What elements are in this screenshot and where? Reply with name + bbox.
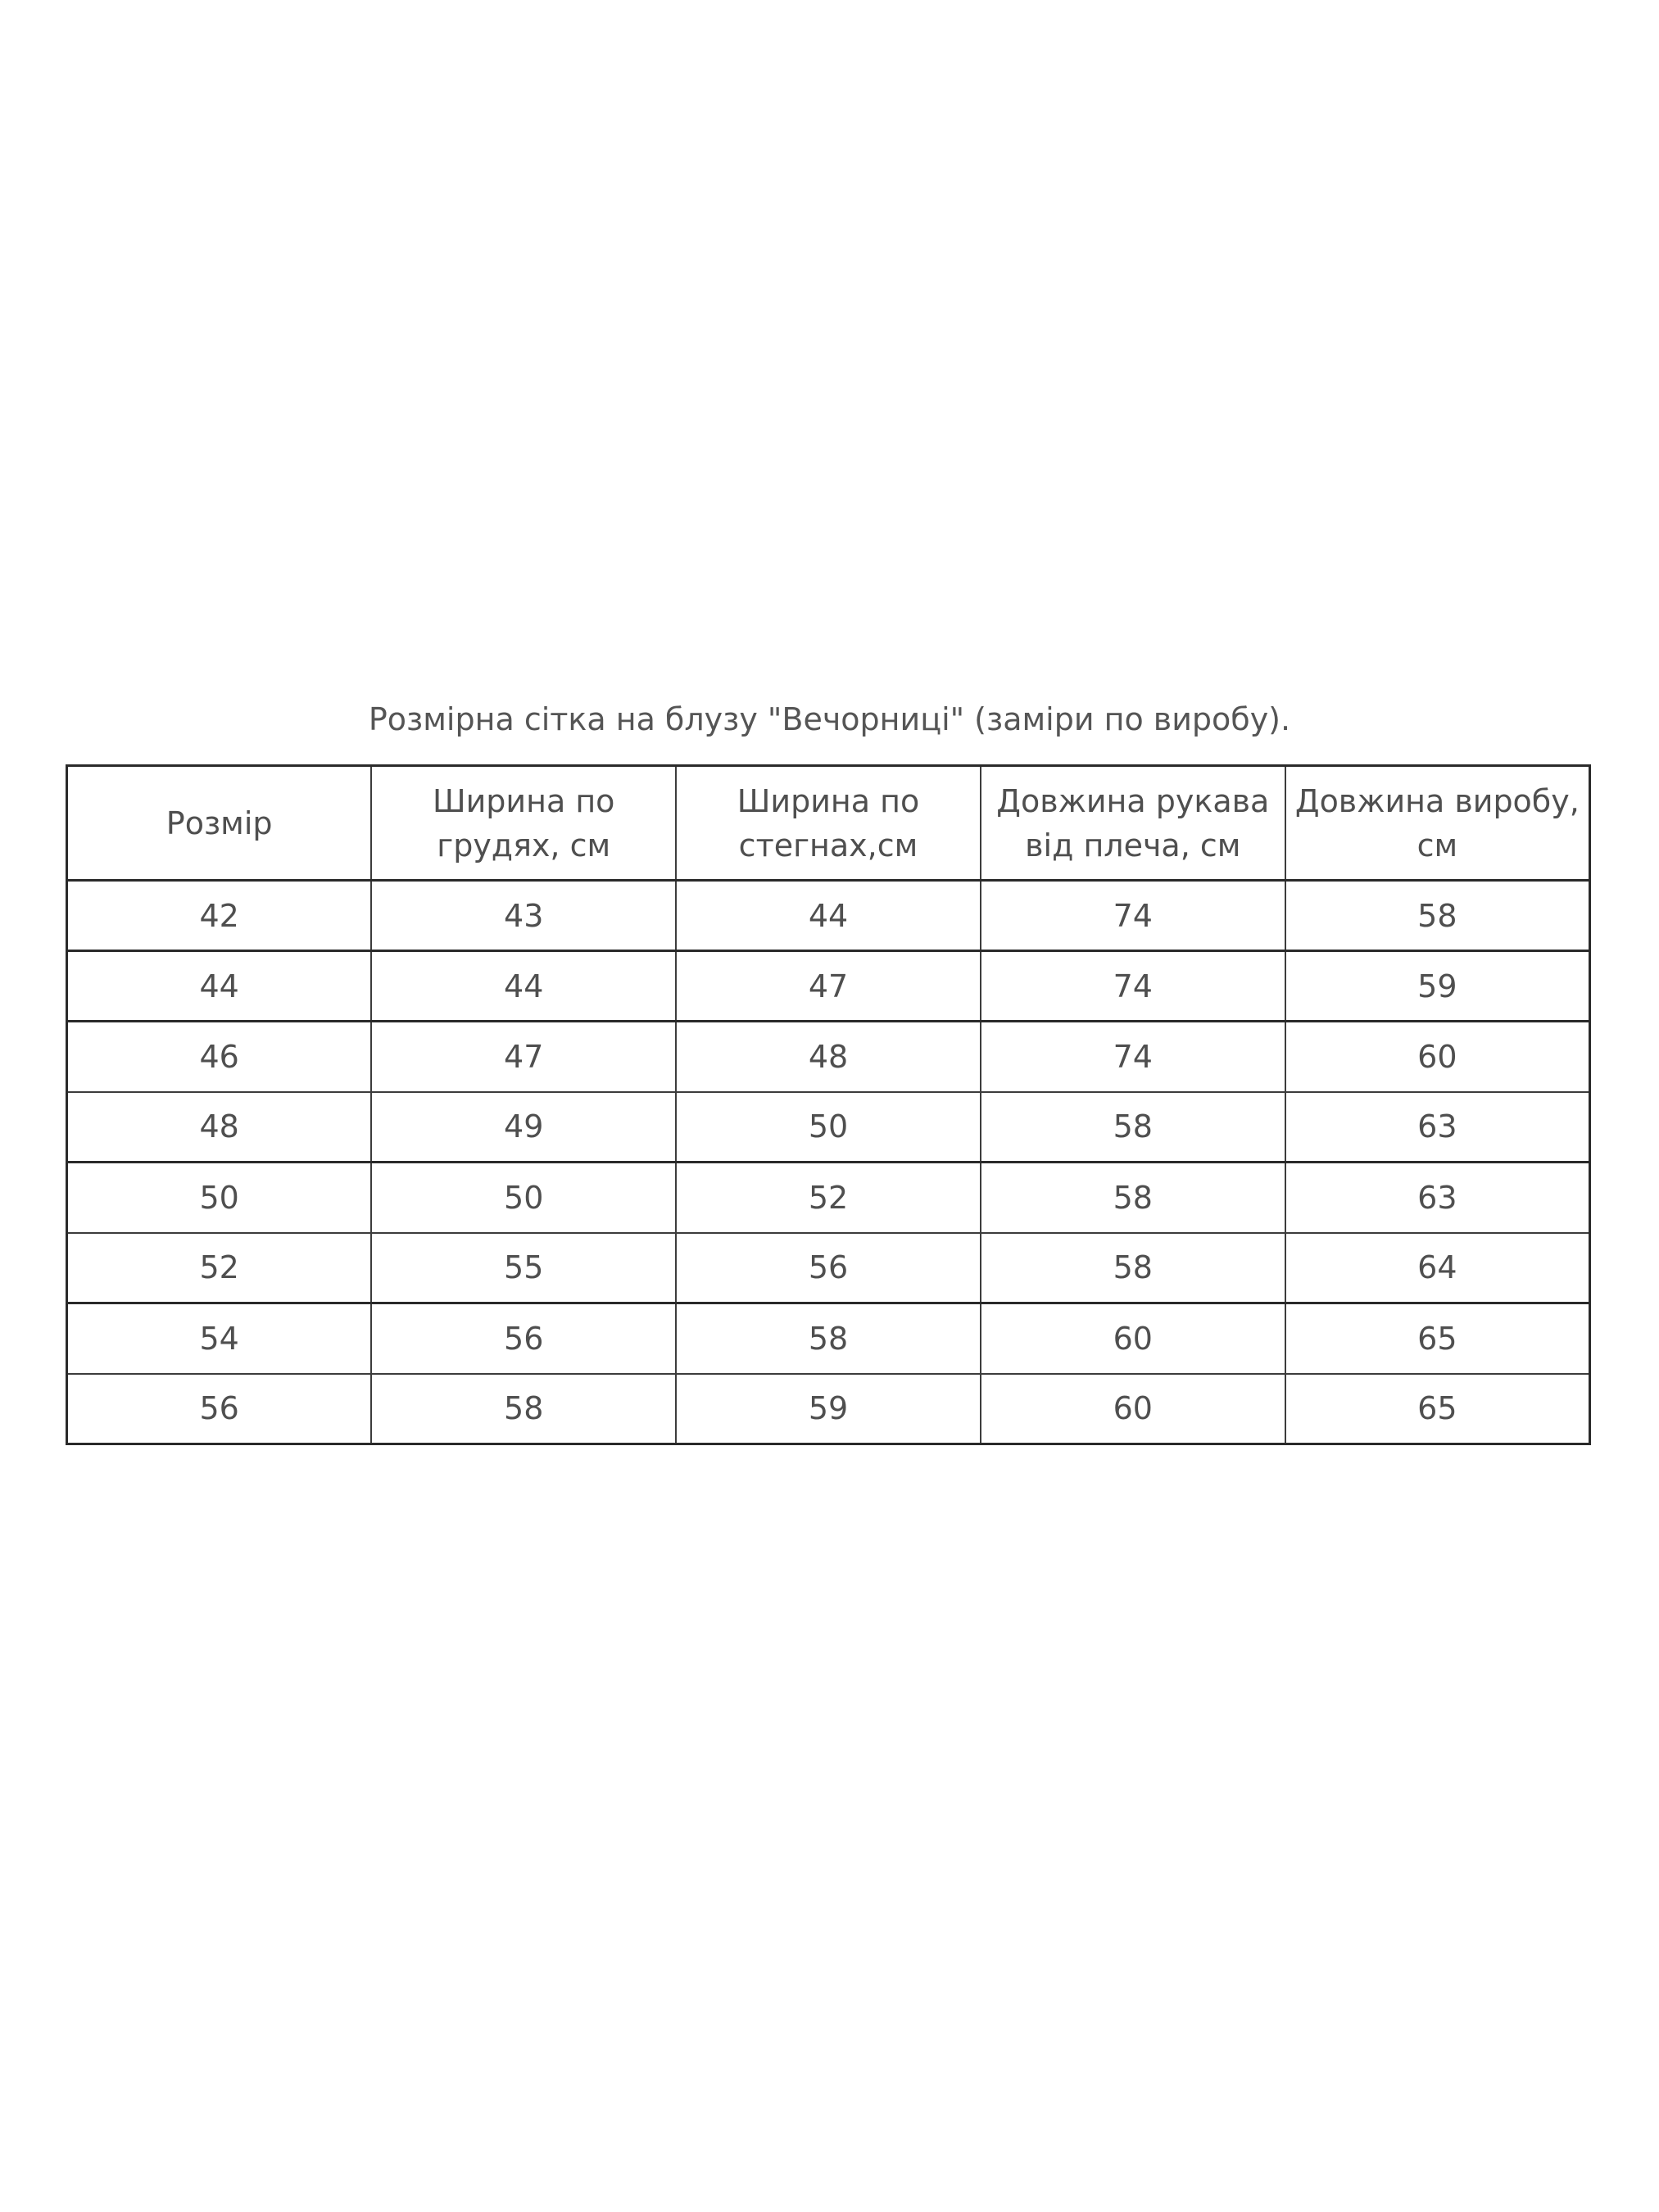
cell-sleeve: 58 [981, 1233, 1285, 1303]
cell-hip: 44 [676, 881, 981, 951]
table-row [67, 1163, 1590, 1233]
cell-chest: 43 [371, 881, 676, 951]
header-chest-line-2: грудях, см [437, 827, 611, 863]
cell-size: 44 [67, 951, 372, 1022]
header-hip-line-2: стегнах,см [738, 827, 918, 863]
cell-length: 65 [1285, 1303, 1590, 1374]
cell-size: 52 [67, 1233, 372, 1303]
cell-size: 56 [67, 1374, 372, 1444]
header-sleeve-line-1: Довжина рукава [996, 782, 1270, 819]
cell-chest: 50 [371, 1163, 676, 1233]
cell-length: 58 [1285, 881, 1590, 951]
cell-sleeve: 74 [981, 881, 1285, 951]
table-row [67, 881, 1590, 951]
header-product-length [1285, 766, 1590, 881]
table-row [67, 951, 1590, 1022]
cell-hip: 47 [676, 951, 981, 1022]
header-sleeve-length [981, 766, 1285, 881]
cell-length: 65 [1285, 1374, 1590, 1444]
table-caption: Розмірна сітка на блузу "Вечорниці" (заміри по виробу). [368, 701, 1291, 737]
cell-length: 64 [1285, 1233, 1590, 1303]
cell-hip: 58 [676, 1303, 981, 1374]
cell-hip: 52 [676, 1163, 981, 1233]
cell-size: 42 [67, 881, 372, 951]
cell-chest: 47 [371, 1022, 676, 1092]
cell-sleeve: 58 [981, 1163, 1285, 1233]
cell-length: 63 [1285, 1163, 1590, 1233]
cell-size: 46 [67, 1022, 372, 1092]
cell-length: 60 [1285, 1022, 1590, 1092]
table-row [67, 1233, 1590, 1303]
cell-chest: 44 [371, 951, 676, 1022]
header-chest-line-1: Ширина по [432, 782, 615, 819]
table-header-row [67, 766, 1590, 881]
cell-length: 63 [1285, 1092, 1590, 1163]
table-row [67, 1022, 1590, 1092]
header-sleeve-line-2: від плеча, см [1025, 827, 1241, 863]
cell-chest: 55 [371, 1233, 676, 1303]
cell-size: 54 [67, 1303, 372, 1374]
header-size-line: Розмір [165, 805, 273, 841]
header-hip-width [676, 766, 981, 881]
cell-sleeve: 74 [981, 1022, 1285, 1092]
cell-sleeve: 60 [981, 1303, 1285, 1374]
cell-chest: 49 [371, 1092, 676, 1163]
header-length-line-2: см [1416, 827, 1458, 863]
cell-hip: 59 [676, 1374, 981, 1444]
table-row [67, 1092, 1590, 1163]
cell-size: 50 [67, 1163, 372, 1233]
header-chest-width [371, 766, 676, 881]
table-row [67, 1303, 1590, 1374]
header-size [67, 766, 372, 881]
cell-hip: 50 [676, 1092, 981, 1163]
cell-hip: 56 [676, 1233, 981, 1303]
cell-sleeve: 60 [981, 1374, 1285, 1444]
table-row [67, 1374, 1590, 1444]
cell-hip: 48 [676, 1022, 981, 1092]
cell-size: 48 [67, 1092, 372, 1163]
cell-chest: 56 [371, 1303, 676, 1374]
size-chart-table [66, 764, 1591, 1445]
header-length-line-1: Довжина виробу, [1294, 782, 1580, 819]
header-hip-line-1: Ширина по [737, 782, 920, 819]
cell-sleeve: 58 [981, 1092, 1285, 1163]
cell-length: 59 [1285, 951, 1590, 1022]
cell-sleeve: 74 [981, 951, 1285, 1022]
cell-chest: 58 [371, 1374, 676, 1444]
